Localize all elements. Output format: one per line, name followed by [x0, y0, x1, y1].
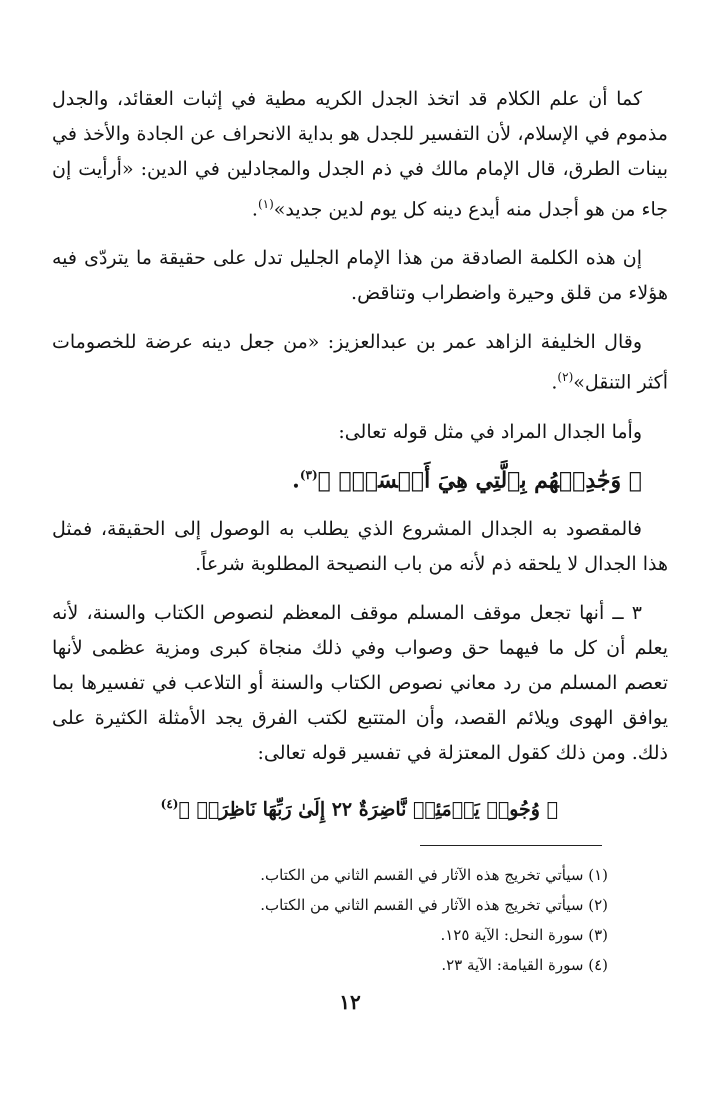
quran-verse-nahl: ﴿ وَجَٰدِلۡهُم بِٱلَّتِي هِيَ أَحۡسَنُۚ ﴾$^{(٣)}$.: [292, 466, 642, 493]
paragraph-text: كما أن علم الكلام قد اتخذ الجدل الكريه مطية في إثبات العقائد، والجدل مذموم في الإسلام، لأن التفسير للجدل هو بداية الانحراف عن الجادة والأخذ في بينات الطرق، قال الإمام مالك في ذم الجدل والمجادلين في الدين: «أرأيت إن جاء من هو أجدل منه أيدع دينه كل يوم لدين جديد»: [52, 88, 668, 221]
paragraph-jidal-intro: [52, 415, 668, 450]
footnotes: [60, 860, 608, 980]
footnote-divider: [420, 845, 602, 846]
footnote-2: (٢) سيأتي تخريج هذه الآثار في القسم الثاني من الكتاب.: [260, 896, 608, 914]
paragraph-kalam-jadal: كما أن علم الكلام قد اتخذ الجدل الكريه مطية في إثبات العقائد، والجدل مذموم في الإسلام، لأن التفسير للجدل هو بداية الانحراف عن الجادة والأخذ في بينات الطرق، قال الإمام مالك في ذم الجدل والمجادلين في الدين: «أرأيت إن جاء من هو أجدل منه أيدع دينه كل يوم لدين جديد»$^{(١)}$.: [52, 88, 668, 221]
paragraph-text: ٣ ــ أنها تجعل موقف المسلم موقف المعظم لنصوص الكتاب والسنة، لأنه يعلم أن كل ما فيهما حق وصواب وفي ذلك منجاة كبرى ومزية عظمى لأنها تعصم المسلم من رد معاني نصوص الكتاب والسنة أو التلاعب في تفسيرها بما يوافق الهوى ويلائم القصد، وأن المتتبع لكتب الفرق يجد الأمثلة الكثيرة على ذلك. ومن ذلك كقول المعتزلة في تفسير قوله تعالى:: [52, 601, 668, 764]
paragraph-point-three: [52, 596, 668, 771]
footnote-ref: (٣): [299, 467, 318, 482]
verse-text: ﴿ وُجُوهٞ يَوۡمَئِذٖ نَّاضِرَةٌ ٢٢ إِلَىٰ رَبِّهَا نَاظِرَةٞ ﴾: [178, 798, 558, 821]
paragraph-text: وقال الخليفة الزاهد عمر بن عبدالعزيز: «من جعل دينه عرضة للخصومات أكثر التنقل»: [52, 331, 668, 394]
paragraph-lawful-jidal: [52, 512, 668, 582]
footnote-1: (١) سيأتي تخريج هذه الآثار في القسم الثاني من الكتاب.: [260, 866, 608, 884]
main-text: [52, 82, 668, 841]
paragraph-text: إن هذه الكلمة الصادقة من هذا الإمام الجليل تدل على حقيقة ما يتردّى فيه هؤلاء من قلق وحيرة واضطراب وتناقض.: [52, 247, 668, 305]
paragraph-umar-quote: وقال الخليفة الزاهد عمر بن عبدالعزيز: «من جعل دينه عرضة للخصومات أكثر التنقل»$^{(٢)}$.: [52, 331, 668, 394]
footnote-ref: (٢): [557, 370, 574, 385]
page-number: ١٢: [339, 990, 361, 1014]
footnote-3: (٣) سورة النحل: الآية ١٢٥.: [440, 926, 608, 944]
verse-text: ﴿ وَجَٰدِلۡهُم بِٱلَّتِي هِيَ أَحۡسَنُۚ ﴾: [317, 466, 642, 493]
paragraph-imam-word: [52, 241, 668, 311]
footnote-ref: (١): [257, 197, 274, 211]
quran-verse-qiyamah: [52, 787, 558, 827]
paragraph-text: وأما الجدال المراد في مثل قوله تعالى:: [338, 420, 642, 443]
footnote-4: (٤) سورة القيامة: الآية ٢٣.: [441, 956, 608, 974]
footnote-ref: (٤): [160, 796, 179, 811]
paragraph-text: فالمقصود به الجدال المشروع الذي يطلب به الوصول إلى الحقيقة، فمثل هذا الجدال لا يلحقه ذم لأنه من باب النصيحة المطلوبة شرعاً.: [52, 517, 668, 575]
